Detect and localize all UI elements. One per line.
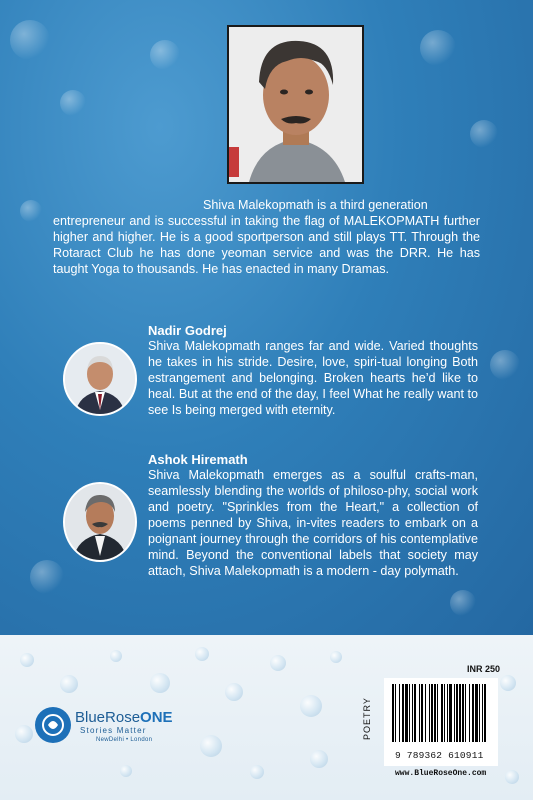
water-drop (30, 560, 64, 594)
reviewer-portrait-illustration (65, 484, 135, 560)
reviewer-name: Nadir Godrej (148, 323, 227, 338)
publisher-tagline: Stories Matter (80, 726, 147, 735)
water-drop (120, 765, 132, 777)
review-text: Shiva Malekopmath ranges far and wide. Varied thoughts he takes in his stride. Desire, love, spiri-tual longing Both estrangement and belonging. Broken hearts he’d like to heal. But at the end of the day, I feel What he really want to see Is being merged with eternity. (148, 339, 478, 417)
bio-text: entrepreneur and is successful in taking the flag of MALEKOPMATH further higher and higher. He is a good sportperson and still plays TT. Through the Rotaract Club he has done yeoman service and was the DRR. He has taught Yoga to thousands. He has enacted in many Dramas. (53, 214, 480, 276)
reviewer-photo (63, 482, 137, 562)
reviewer-photo (63, 342, 137, 416)
water-drop (330, 651, 342, 663)
water-drop (20, 653, 34, 667)
genre-label: POETRY (362, 697, 372, 740)
author-photo (227, 25, 364, 184)
water-drop (300, 695, 322, 717)
publisher-name (75, 709, 173, 726)
bio-first-line: Shiva Malekopmath is a third generation (203, 198, 428, 212)
publisher-cities: NewDelhi • London (96, 737, 153, 743)
water-drop (470, 120, 498, 148)
water-drop (270, 655, 286, 671)
isbn-number: 9 789362 610911 (395, 750, 484, 761)
reviewer-portrait-illustration (65, 344, 135, 414)
publisher-name-part2: ONE (140, 709, 173, 726)
publisher-website: www.BlueRoseOne.com (395, 769, 487, 778)
water-drop (200, 735, 222, 757)
water-drop (150, 673, 170, 693)
water-drop (250, 765, 264, 779)
water-drop (15, 725, 33, 743)
reviewer-name: Ashok Hiremath (148, 452, 248, 467)
water-drop (225, 683, 243, 701)
publisher-logo-icon (35, 707, 71, 743)
price-label: INR 250 (467, 664, 501, 674)
water-drop (60, 90, 86, 116)
water-drop (20, 200, 42, 222)
water-drop (60, 675, 78, 693)
water-drop (500, 675, 516, 691)
water-drop (110, 650, 122, 662)
water-drop (420, 30, 456, 66)
water-drop (150, 40, 180, 70)
publisher-name-part1: BlueRose (75, 709, 141, 726)
isbn-barcode (384, 678, 498, 748)
water-drop (450, 590, 476, 616)
author-bio (53, 197, 480, 277)
rose-icon (35, 707, 71, 743)
water-drop (505, 770, 519, 784)
water-drop (310, 750, 328, 768)
water-drop (10, 20, 50, 60)
water-drop (490, 350, 520, 380)
author-portrait-illustration (229, 27, 362, 182)
review-text: Shiva Malekopmath emerges as a soulful crafts-man, seamlessly blending the worlds of philoso-phy, social work and poetry. "Sprinkles from the Heart," a collection of poems penned by Shiva, in-vites readers to embark on a poignant journey through the corridors of his contemplative mind. Beyond the conventional labels that society may attach, Shiva Malekopmath is a modern - day polymath. (148, 468, 478, 578)
water-drop (195, 647, 209, 661)
